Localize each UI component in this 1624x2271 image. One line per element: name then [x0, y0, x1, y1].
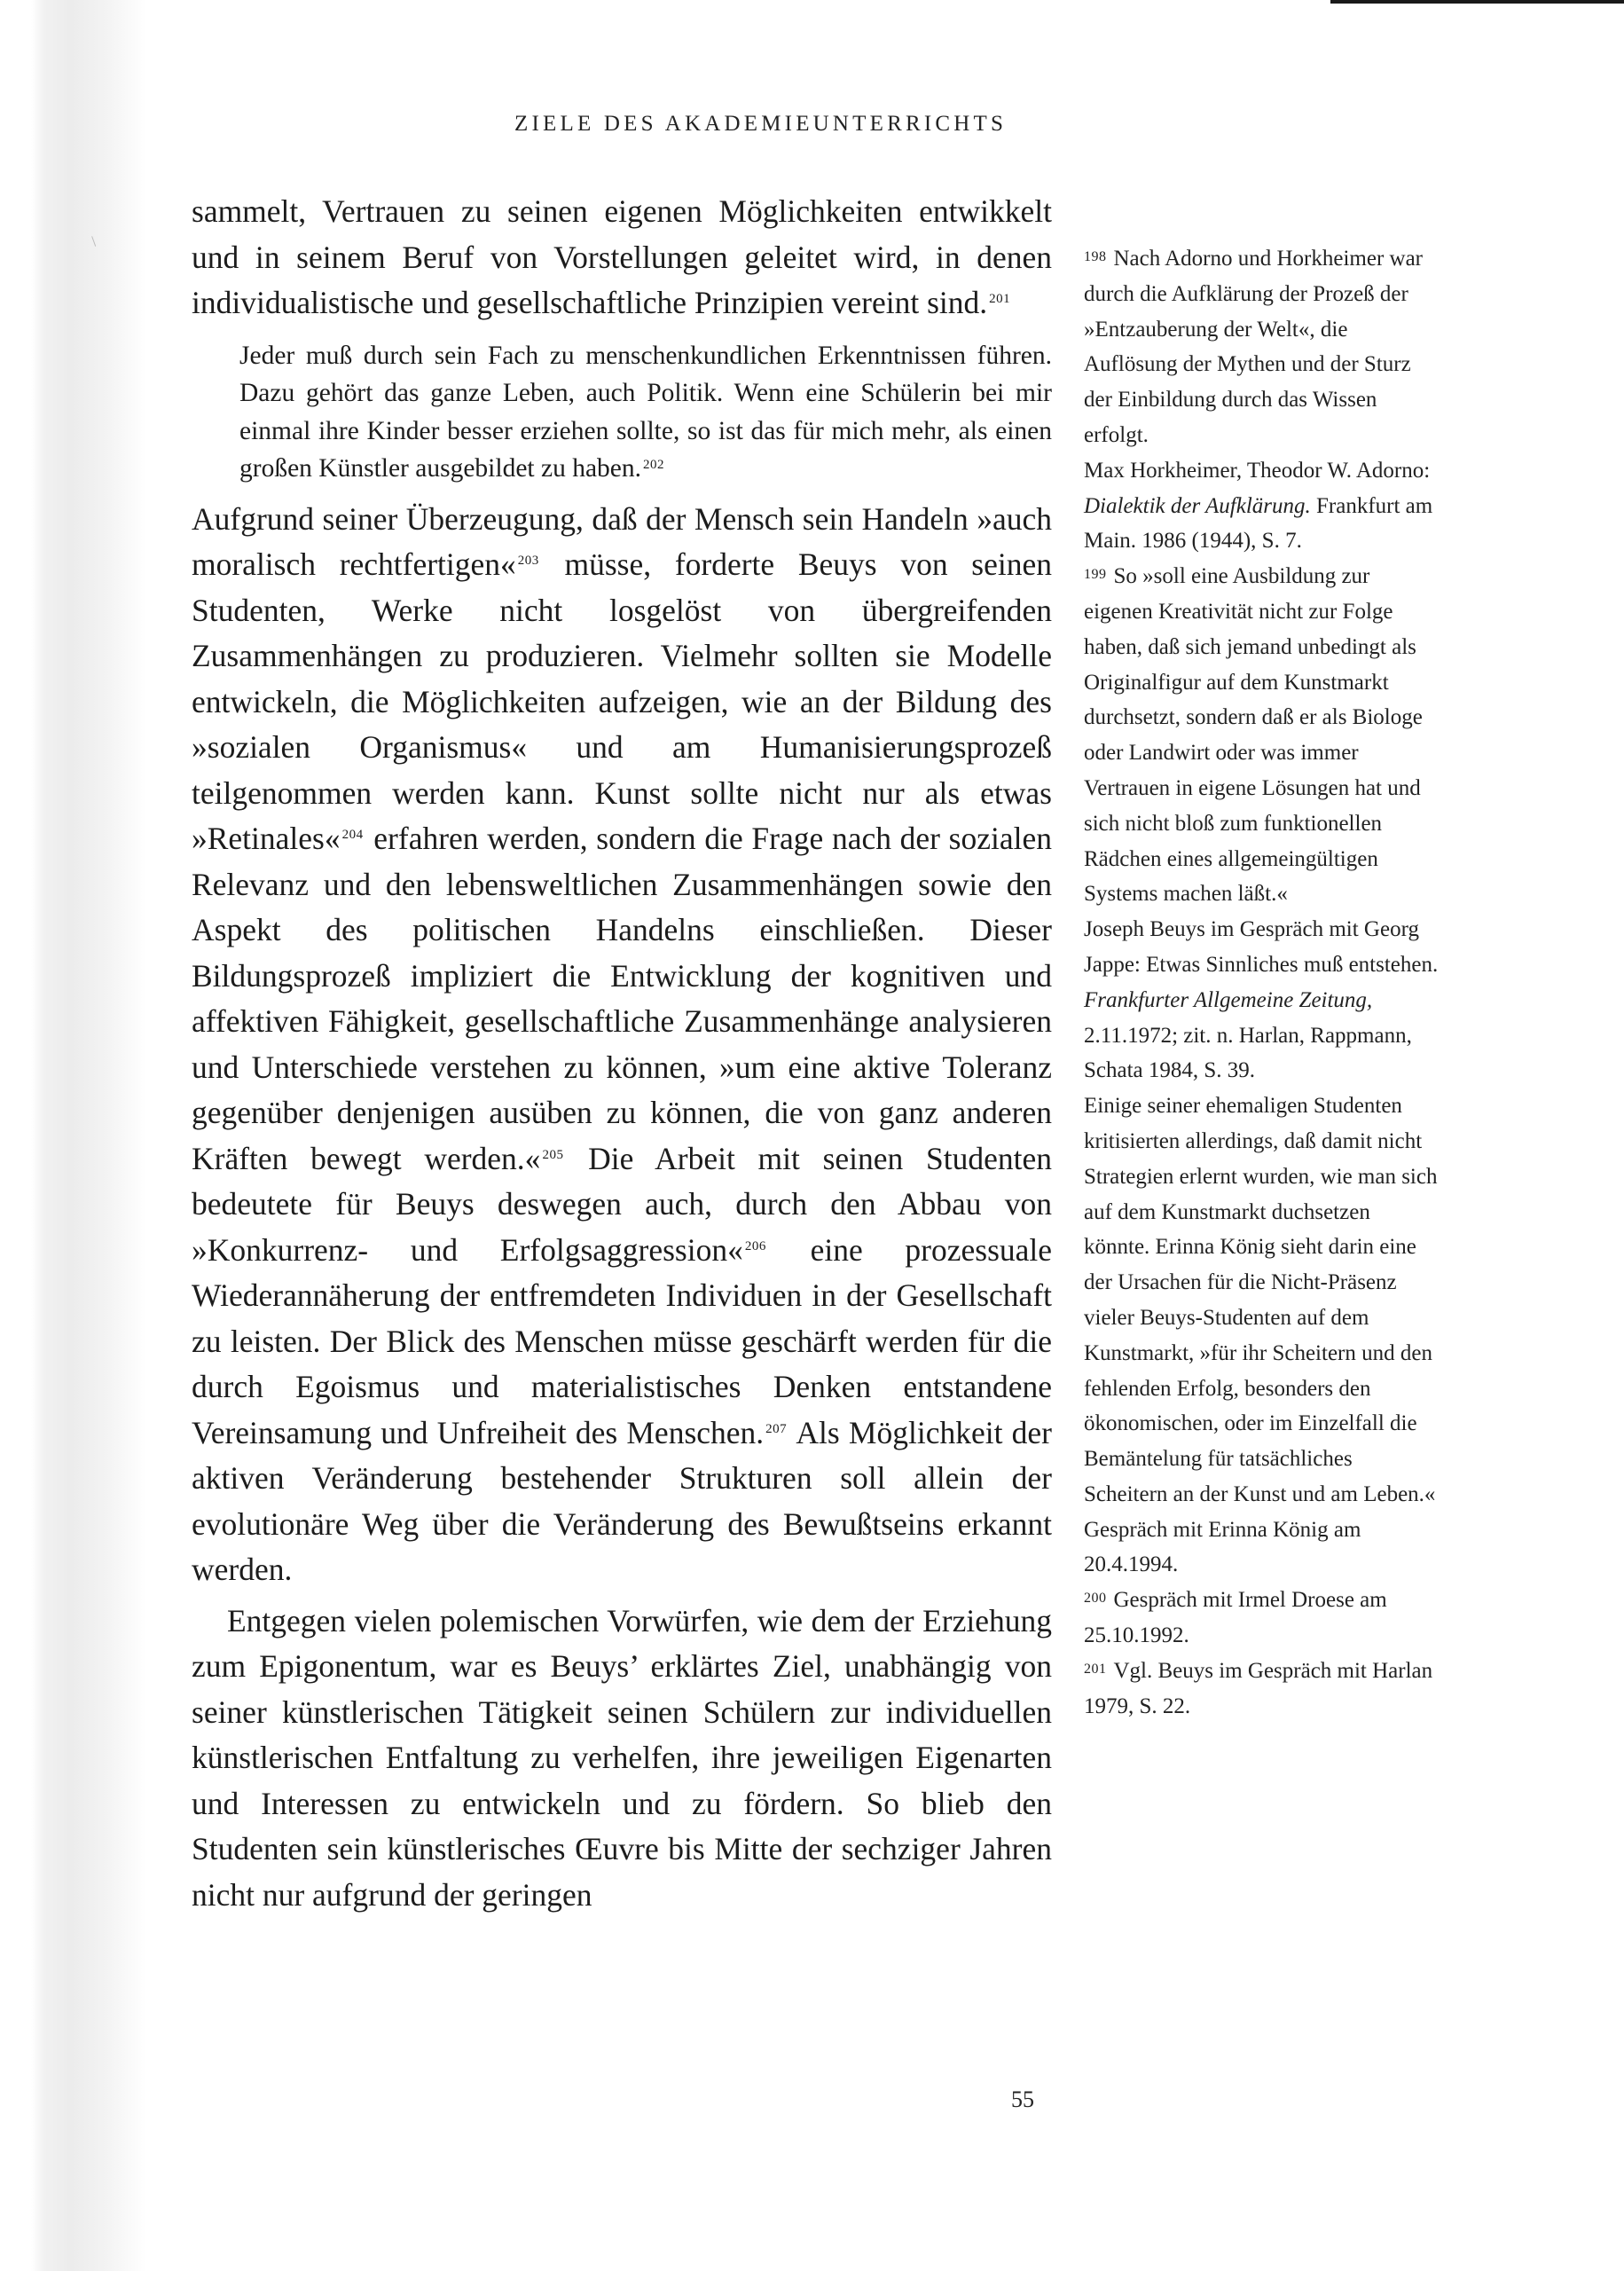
note-text: Vgl. Beuys im Gespräch mit Harlan 1979, S. 22. — [1084, 1658, 1433, 1718]
note-citation: Joseph Beuys im Gespräch mit Georg Jappe: Etwas Sinnliches muß entstehen. — [1084, 917, 1439, 977]
paragraph: Entgegen vielen polemischen Vorwürfen, wie dem der Erziehung zum Epigonentum, war es Beuys’ erklärtes Ziel, unabhängig von seiner künstlerischen Tätigkeit seinen Schülern zur individuellen künstlerischen Entfaltung zu verhelfen, ihre jeweiligen Eigenarten und Interessen zu entwickeln und zu fördern. So blieb den Studenten sein künstlerisches Œuvre bis Mitte der sechziger Jahren nicht nur aufgrund der geringen — [192, 1602, 1052, 1913]
footnote-ref[interactable]: 201 — [989, 292, 1011, 306]
main-text-column — [192, 189, 1052, 1918]
note-citation: Max Horkheimer, Theodor W. Adorno: — [1084, 458, 1431, 483]
footnote-ref[interactable]: 203 — [517, 554, 539, 568]
note-text: Einige seiner ehemaligen Studenten kritisierten allerdings, daß damit nicht Strategien erlernt wurden, wie man sich auf dem Kunstmarkt duchsetzen könnte. Erinna König sieht darin eine der Ursachen für die Nicht-Präsenz vieler Beuys-Studenten auf dem Kunstmarkt, »für ihr Scheitern und den fehlenden Erfolg, besonders den ökonomischen, oder im Einzelfall die Bemäntelung für tatsächliches Scheitern an der Kunst und am Leben.« — [1084, 1094, 1438, 1506]
note-title: Dialektik der Aufklärung. — [1084, 493, 1311, 518]
note-text: So »soll eine Ausbildung zur eigenen Kreativität nicht zur Folge haben, daß sich jemand unbedingt als Originalfigur auf dem Kunstmarkt durchsetzt, sondern daß er als Biologe oder Landwirt oder was immer Vertrauen in eigene Lösungen hat und sich nicht bloß zum funktionellen Rädchen eines allgemeingültigen Systems machen läßt.« — [1084, 564, 1423, 907]
margin-note-198 — [1084, 241, 1439, 559]
note-number: 198 — [1084, 249, 1107, 264]
quote-text: Jeder muß durch sein Fach zu menschenkundlichen Erkenntnissen führen. Dazu gehört das ganze Leben, auch Politik. Wenn eine Schülerin bei mir einmal ihre Kinder besser erziehen sollte, so ist das für mich mehr, als einen großen Künstler ausgebildet zu haben. — [239, 341, 1052, 483]
paragraph-text: Als Möglichkeit der aktiven Veränderung bestehender Strukturen soll allein der evolutionäre Weg über die Veränderung des Bewußtseins erkannt werden. — [192, 1414, 1052, 1587]
note-number: 200 — [1084, 1591, 1107, 1607]
footnote-ref[interactable]: 202 — [643, 458, 665, 472]
block-quote — [239, 337, 1052, 488]
margin-note-199 — [1084, 559, 1439, 1583]
scan-edge-artifact — [1330, 0, 1624, 4]
footnote-ref[interactable]: 204 — [341, 828, 364, 842]
note-title: Frankfurter Allgemeine Zeitung, — [1084, 987, 1373, 1012]
scan-gutter-shadow — [0, 0, 146, 2271]
note-text: Nach Adorno und Horkheimer war durch die Aufklärung der Prozeß der »Entzauberung der Welt«, die Auflösung der Mythen und der Sturz der Einbildung durch das Wissen erfolgt. — [1084, 247, 1424, 447]
paragraph-text: Die Arbeit mit seinen Studenten bedeutete für Beuys deswegen auch, durch den Abbau von »Konkurrenz- und Erfolgsaggression« — [192, 1140, 1052, 1268]
margin-notes — [1084, 241, 1439, 1724]
margin-note-200 — [1084, 1583, 1439, 1654]
paragraph — [192, 189, 1052, 326]
note-number: 201 — [1084, 1661, 1107, 1677]
paragraph-text: sammelt, Vertrauen zu seinen eigenen Möglichkeiten entwikkelt und in seinem Beruf von Vorstellungen geleitet wird, in denen individualistische und gesellschaftliche Prinzipien vereint sind. — [192, 193, 1052, 320]
running-head: ZIELE DES AKADEMIEUNTERRICHTS — [514, 112, 1008, 136]
paragraph-text: erfahren werden, sondern die Frage nach der sozialen Relevanz und den lebensweltlichen Zusammenhängen sowie den Aspekt des politischen Handelns einschließen. Dieser Bildungsprozeß impliziert die Entwicklung der kognitiven und affektiven Fähigkeit, gesellschaftliche Zusammenhänge analysieren und Unterschiede verstehen zu können, »um eine aktive Toleranz gegenüber denjenigen ausüben zu können, die von ganz anderen Kräften bewegt werden.« — [192, 821, 1052, 1176]
footnote-ref[interactable]: 205 — [542, 1147, 564, 1162]
paragraph-text: Aufgrund seiner Überzeugung, daß der Mensch sein Handeln »auch moralisch rechtfertigen« — [192, 500, 1052, 582]
note-citation: Gespräch mit Erinna König am 20.4.1994. — [1084, 1517, 1361, 1577]
footnote-ref[interactable]: 207 — [765, 1421, 788, 1436]
paragraph-text: eine prozessuale Wiederannäherung der entfremdeten Individuen in der Gesellschaft zu leisten. Der Blick des Menschen müsse geschärft werden für die durch Egoismus und materialistisches Denken entstandene Vereinsamung und Unfreiheit des Menschen. — [192, 1231, 1053, 1450]
note-citation: 2.11.1972; zit. n. Harlan, Rappmann, Schata 1984, S. 39. — [1084, 1023, 1412, 1083]
note-citation: Frankfurt am Main. 1986 (1944), S. 7. — [1084, 493, 1433, 554]
footnote-ref[interactable]: 206 — [744, 1238, 766, 1253]
paragraph-text: müsse, forderte Beuys von seinen Studenten, Werke nicht losgelöst von übergreifenden Zusammenhängen zu produzieren. Vielmehr sollten sie Modelle entwickeln, die Möglichkeiten aufzeigen, wie an der Bildung des »sozialen Organismus« und am Humanisierungsprozeß teilgenommen werden kann. Kunst sollte nicht nur als etwas »Retinales« — [192, 546, 1052, 856]
paragraph — [192, 497, 1052, 1593]
margin-note-201 — [1084, 1654, 1439, 1725]
page-number: 55 — [1011, 2086, 1034, 2112]
note-number: 199 — [1084, 567, 1107, 583]
note-text: Gespräch mit Irmel Droese am 25.10.1992. — [1084, 1588, 1387, 1648]
